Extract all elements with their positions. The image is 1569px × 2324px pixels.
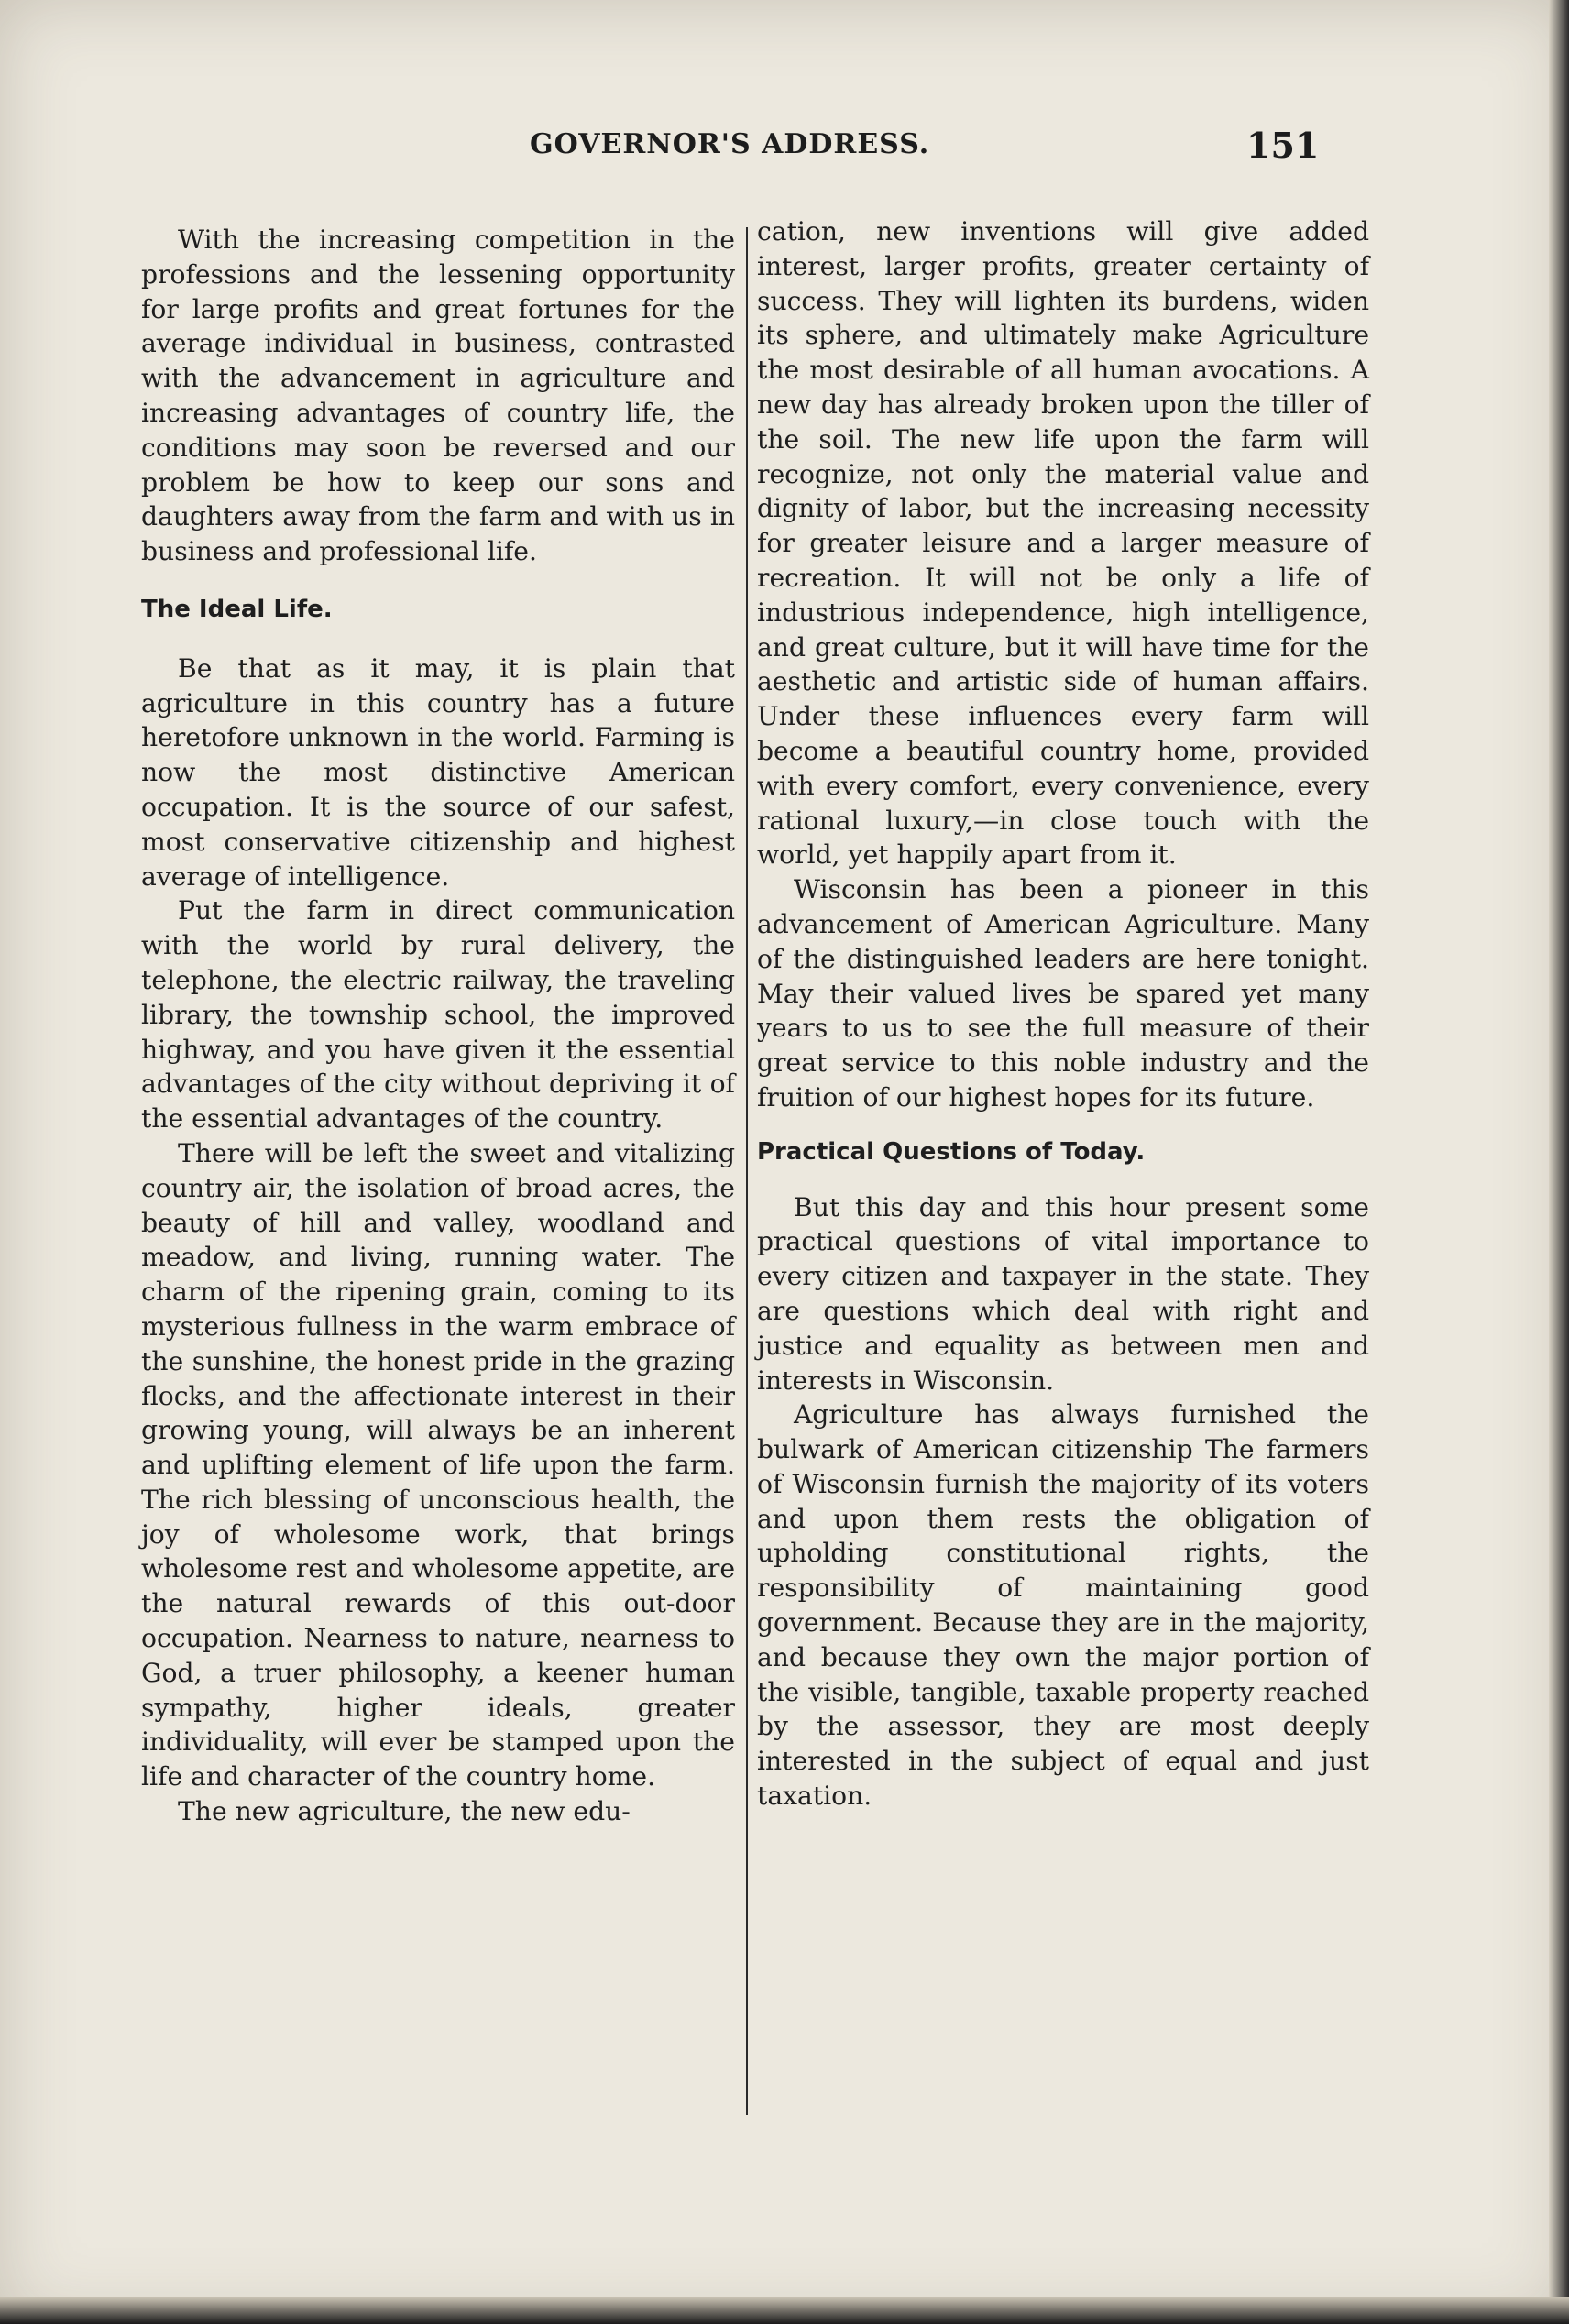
page-number: 151 [1246, 125, 1320, 166]
page-edge-shadow [1549, 0, 1569, 2324]
paragraph: The new agriculture, the new edu- [178, 1796, 631, 1827]
paragraph: With the increasing competition in the professions and the lessening opportunity for large profits and great fortunes for the average individual in business, contrasted with the advancement in agriculture and increasing advantages of country life, the conditions may soon be reversed and our problem be how to keep our sons and daughters away from the farm and with us in business and professional life. [141, 225, 735, 567]
paragraph: Put the farm in direct communication with the world by rural delivery, the telephone, the electric railway, the traveling library, the township school, the improved highway, and you have given it the essential advantages of the city without depriving it of the essential advantages of the country. [141, 895, 735, 1135]
running-title: GOVERNOR'S ADDRESS. [530, 128, 930, 160]
paragraph: Be that as it may, it is plain that agriculture in this country has a future heretofore unknown in the world. Farming is now the most distinctive American occupation. It is the source of our safest, most conservative citizenship and highest average of intelligence. [141, 652, 735, 892]
paragraph: cation, new inventions will give added interest, larger profits, greater certainty of success. They will lighten its burdens, widen its sphere, and ultimately make Agriculture the most desirable of all human avocations. A new day has already broken upon the tiller of the soil. The new life upon the farm will recognize, not only the material value and dignity of labor, but the increasing necessity for greater leisure and a larger measure of recreation. It will not be only a life of industrious independence, high intelligence, and great culture, but it will have time for the aesthetic and artistic side of human affairs. Under these influences every farm will become a beautiful country home, provided with every comfort, every convenience, every rational luxury,—in close touch with the world, yet happily apart from it. [757, 216, 1369, 871]
section-heading-practical-questions: Practical Questions of Today. [757, 1137, 1146, 1166]
paragraph: There will be left the sweet and vitalizing country air, the isolation of broad acres, the beauty of hill and valley, woodland and meadow, and living, running water. The charm of the ripening grain, coming to its mysterious fullness in the warm embrace of the sunshine, the honest pride in the grazing flocks, and the affectionate interest in their growing young, will always be an inherent and uplifting element of life upon the farm. The rich blessing of unconscious health, the joy of wholesome work, that brings wholesome rest and wholesome appetite, are the natural rewards of this out-door occupation. Nearness to nature, nearness to God, a truer philosophy, a keener human sympathy, higher ideals, greater individuality, will ever be stamped upon the life and character of the country home. [141, 1137, 735, 1792]
paragraph: Wisconsin has been a pioneer in this advancement of American Agriculture. Many of the distinguished leaders are here tonight. May their valued lives be spared yet many years to us to see the full measure of their great service to this noble industry and the fruition of our highest hopes for its future. [757, 874, 1369, 1113]
paragraph: But this day and this hour present some practical questions of vital importance to every citizen and taxpayer in the state. They are questions which deal with right and justice and equality as between men and interests in Wisconsin. [757, 1191, 1369, 1396]
right-column [757, 214, 1369, 1814]
left-column [141, 223, 735, 1829]
section-heading-ideal-life: The Ideal Life. [141, 595, 333, 623]
paragraph: Agriculture has always furnished the bulwark of American citizenship The farmers of Wisconsin furnish the majority of its voters and upon them rests the obligation of upholding constitutional rights, the responsibility of maintaining good government. Because they are in the majority, and because they own the major portion of the visible, tangible, taxable property reached by the assessor, they are most deeply interested in the subject of equal and just taxation. [757, 1399, 1369, 1812]
column-divider [746, 227, 748, 2115]
page-bottom-shadow [0, 2297, 1569, 2324]
